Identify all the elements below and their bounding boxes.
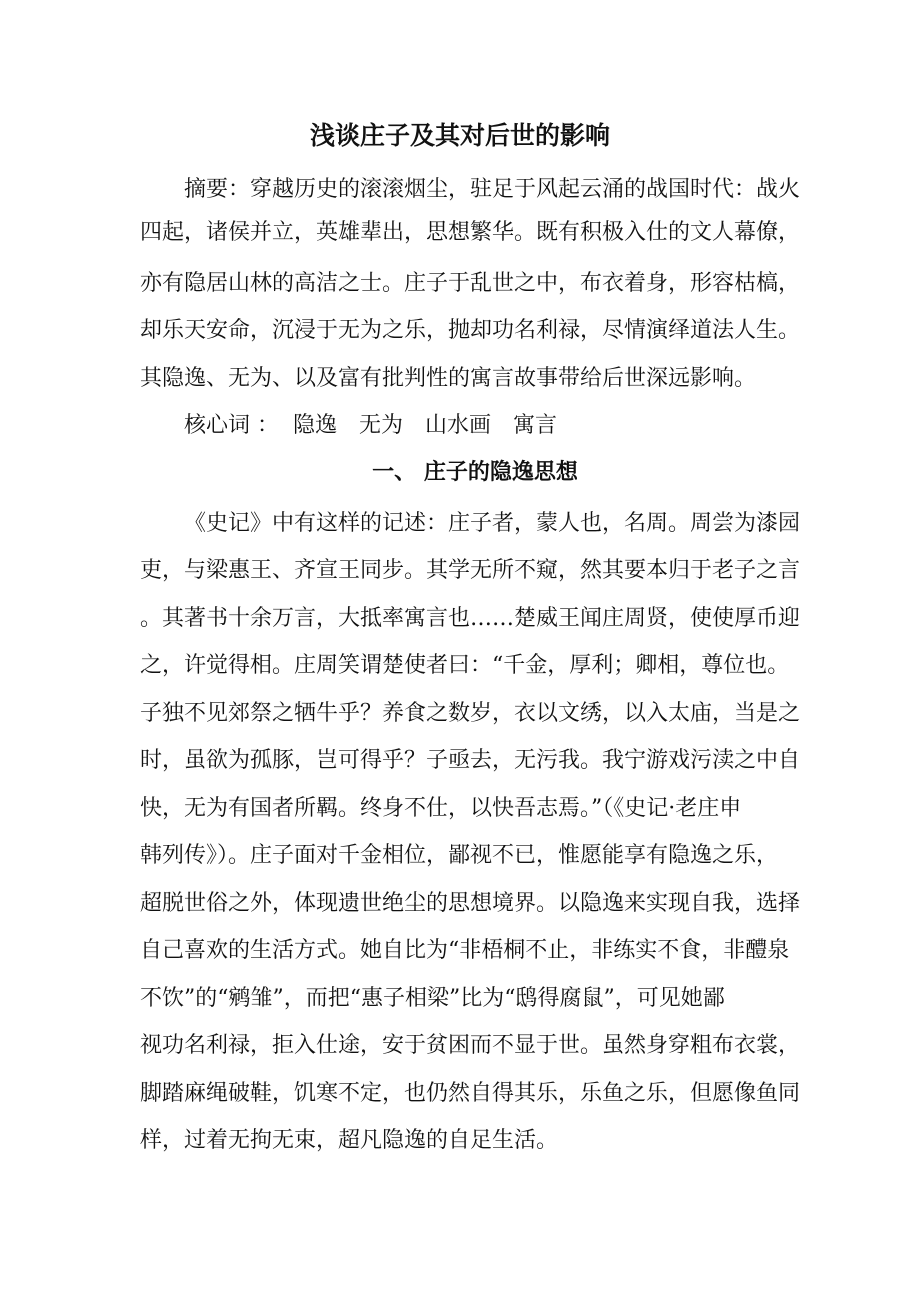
body-line: 脚踏麻绳破鞋，饥寒不定，也仍然自得其乐，乐鱼之乐，但愿像鱼同 bbox=[140, 1081, 801, 1106]
body-line: 吏，与梁惠王、齐宣王同步。其学无所不窥，然其要本归于老子之言 bbox=[140, 558, 801, 583]
body-line: 《史记》中有这样的记述：庄子者，蒙人也，名周。周尝为漆园 bbox=[184, 511, 801, 536]
abstract-line: 亦有隐居山林的高洁之士。庄子于乱世之中，布衣着身，形容枯槁， bbox=[140, 271, 801, 296]
body-line: 之，许觉得相。庄周笑谓楚使者曰：“千金，厚利；卿相，尊位也。 bbox=[140, 653, 790, 678]
body-line: 自己喜欢的生活方式。她自比为“非梧桐不止，非练实不食，非醴泉 bbox=[140, 938, 790, 963]
keyword: 寓言 bbox=[513, 413, 558, 438]
abstract-line: 其隐逸、无为、以及富有批判性的寓言故事带给后世深远影响。 bbox=[140, 366, 757, 391]
section-heading: 一、 庄子的隐逸思想 bbox=[372, 460, 578, 485]
body-line: 韩列传》）。庄子面对千金相位，鄙视不已，惟愿能享有隐逸之乐， bbox=[140, 843, 779, 868]
body-line: 视功名利禄，拒入仕途，安于贫困而不显于世。虽然身穿粗布衣裳， bbox=[140, 1033, 801, 1058]
body-line: 快，无为有国者所羁。终身不仕，以快吾志焉。”（《史记·老庄申 bbox=[140, 796, 742, 821]
keywords-line bbox=[184, 406, 790, 446]
body-line: 样，过着无拘无束，超凡隐逸的自足生活。 bbox=[140, 1128, 559, 1153]
abstract-line: 四起，诸侯并立，英雄辈出，思想繁华。既有积极入仕的文人幕僚， bbox=[140, 220, 801, 245]
document-title: 浅谈庄子及其对后世的影响 bbox=[309, 121, 610, 150]
abstract-line: 摘要：穿越历史的滚滚烟尘，驻足于风起云涌的战国时代：战火 bbox=[184, 177, 801, 202]
keyword: 隐逸 bbox=[293, 413, 338, 438]
body-line: 超脱世俗之外，体现遗世绝尘的思想境界。以隐逸来实现自我，选择 bbox=[140, 891, 801, 916]
keyword: 山水画 bbox=[425, 413, 492, 438]
abstract-line: 却乐天安命，沉浸于无为之乐，抛却功名利禄，尽情演绎道法人生。 bbox=[140, 318, 801, 343]
keyword: 无为 bbox=[359, 413, 404, 438]
body-line: 子独不见郊祭之牺牛乎？养食之数岁，衣以文绣，以入太庙，当是之 bbox=[140, 701, 801, 726]
body-line: 不饮”的“鹓雏”，而把“惠子相梁”比为“鸱得腐鼠”，可见她鄙 bbox=[140, 986, 725, 1011]
keywords-label: 核心词 ： bbox=[184, 413, 279, 438]
body-line: 。其著书十余万言，大抵率寓言也……楚威王闻庄周贤，使使厚币迎 bbox=[140, 606, 801, 631]
body-line: 时，虽欲为孤豚，岂可得乎？子亟去，无污我。我宁游戏污渎之中自 bbox=[140, 748, 801, 773]
